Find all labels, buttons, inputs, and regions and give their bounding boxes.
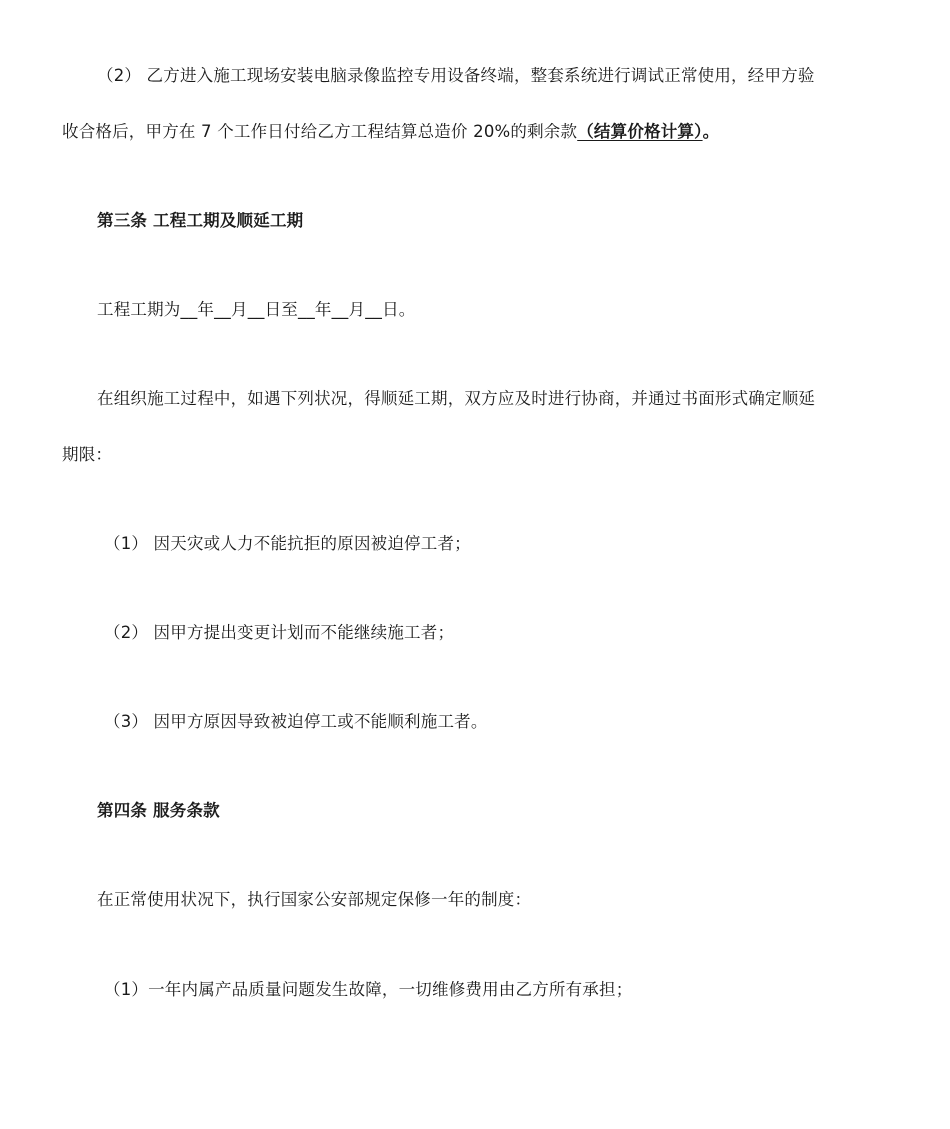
- sentence-end: 。: [702, 122, 720, 141]
- section-heading-4: 第四条 服务条款: [97, 801, 220, 820]
- extension-item-3: （3） 因甲方原因导致被迫停工或不能顺利施工者。: [104, 712, 488, 731]
- extension-paragraph-line1: 在组织施工过程中，如遇下列状况，得顺延工期，双方应及时进行协商，并通过书面形式确定顺延: [97, 389, 816, 408]
- extension-item-2: （2） 因甲方提出变更计划而不能继续施工者；: [104, 623, 455, 642]
- settlement-note: （结算价格计算）: [577, 122, 703, 141]
- payment-paragraph-line1: （2） 乙方进入施工现场安装电脑录像监控专用设备终端，整套系统进行调试正常使用，经甲方验: [97, 66, 815, 85]
- section-heading-3: 第三条 工程工期及顺延工期: [97, 211, 304, 230]
- payment-paragraph-line2: [62, 120, 719, 144]
- extension-paragraph-line2: 期限：: [62, 445, 113, 464]
- duration-line: 工程工期为__年__月__日至__年__月__日。: [97, 300, 416, 319]
- service-item-1: （1）一年内属产品质量问题发生故障，一切维修费用由乙方所有承担；: [104, 980, 633, 999]
- extension-item-1: （1） 因天灾或人力不能抗拒的原因被迫停工者；: [104, 534, 471, 553]
- payment-text: 收合格后，甲方在 7 个工作日付给乙方工程结算总造价 20%的剩余款: [62, 122, 578, 141]
- service-intro: 在正常使用状况下，执行国家公安部规定保修一年的制度：: [97, 890, 532, 909]
